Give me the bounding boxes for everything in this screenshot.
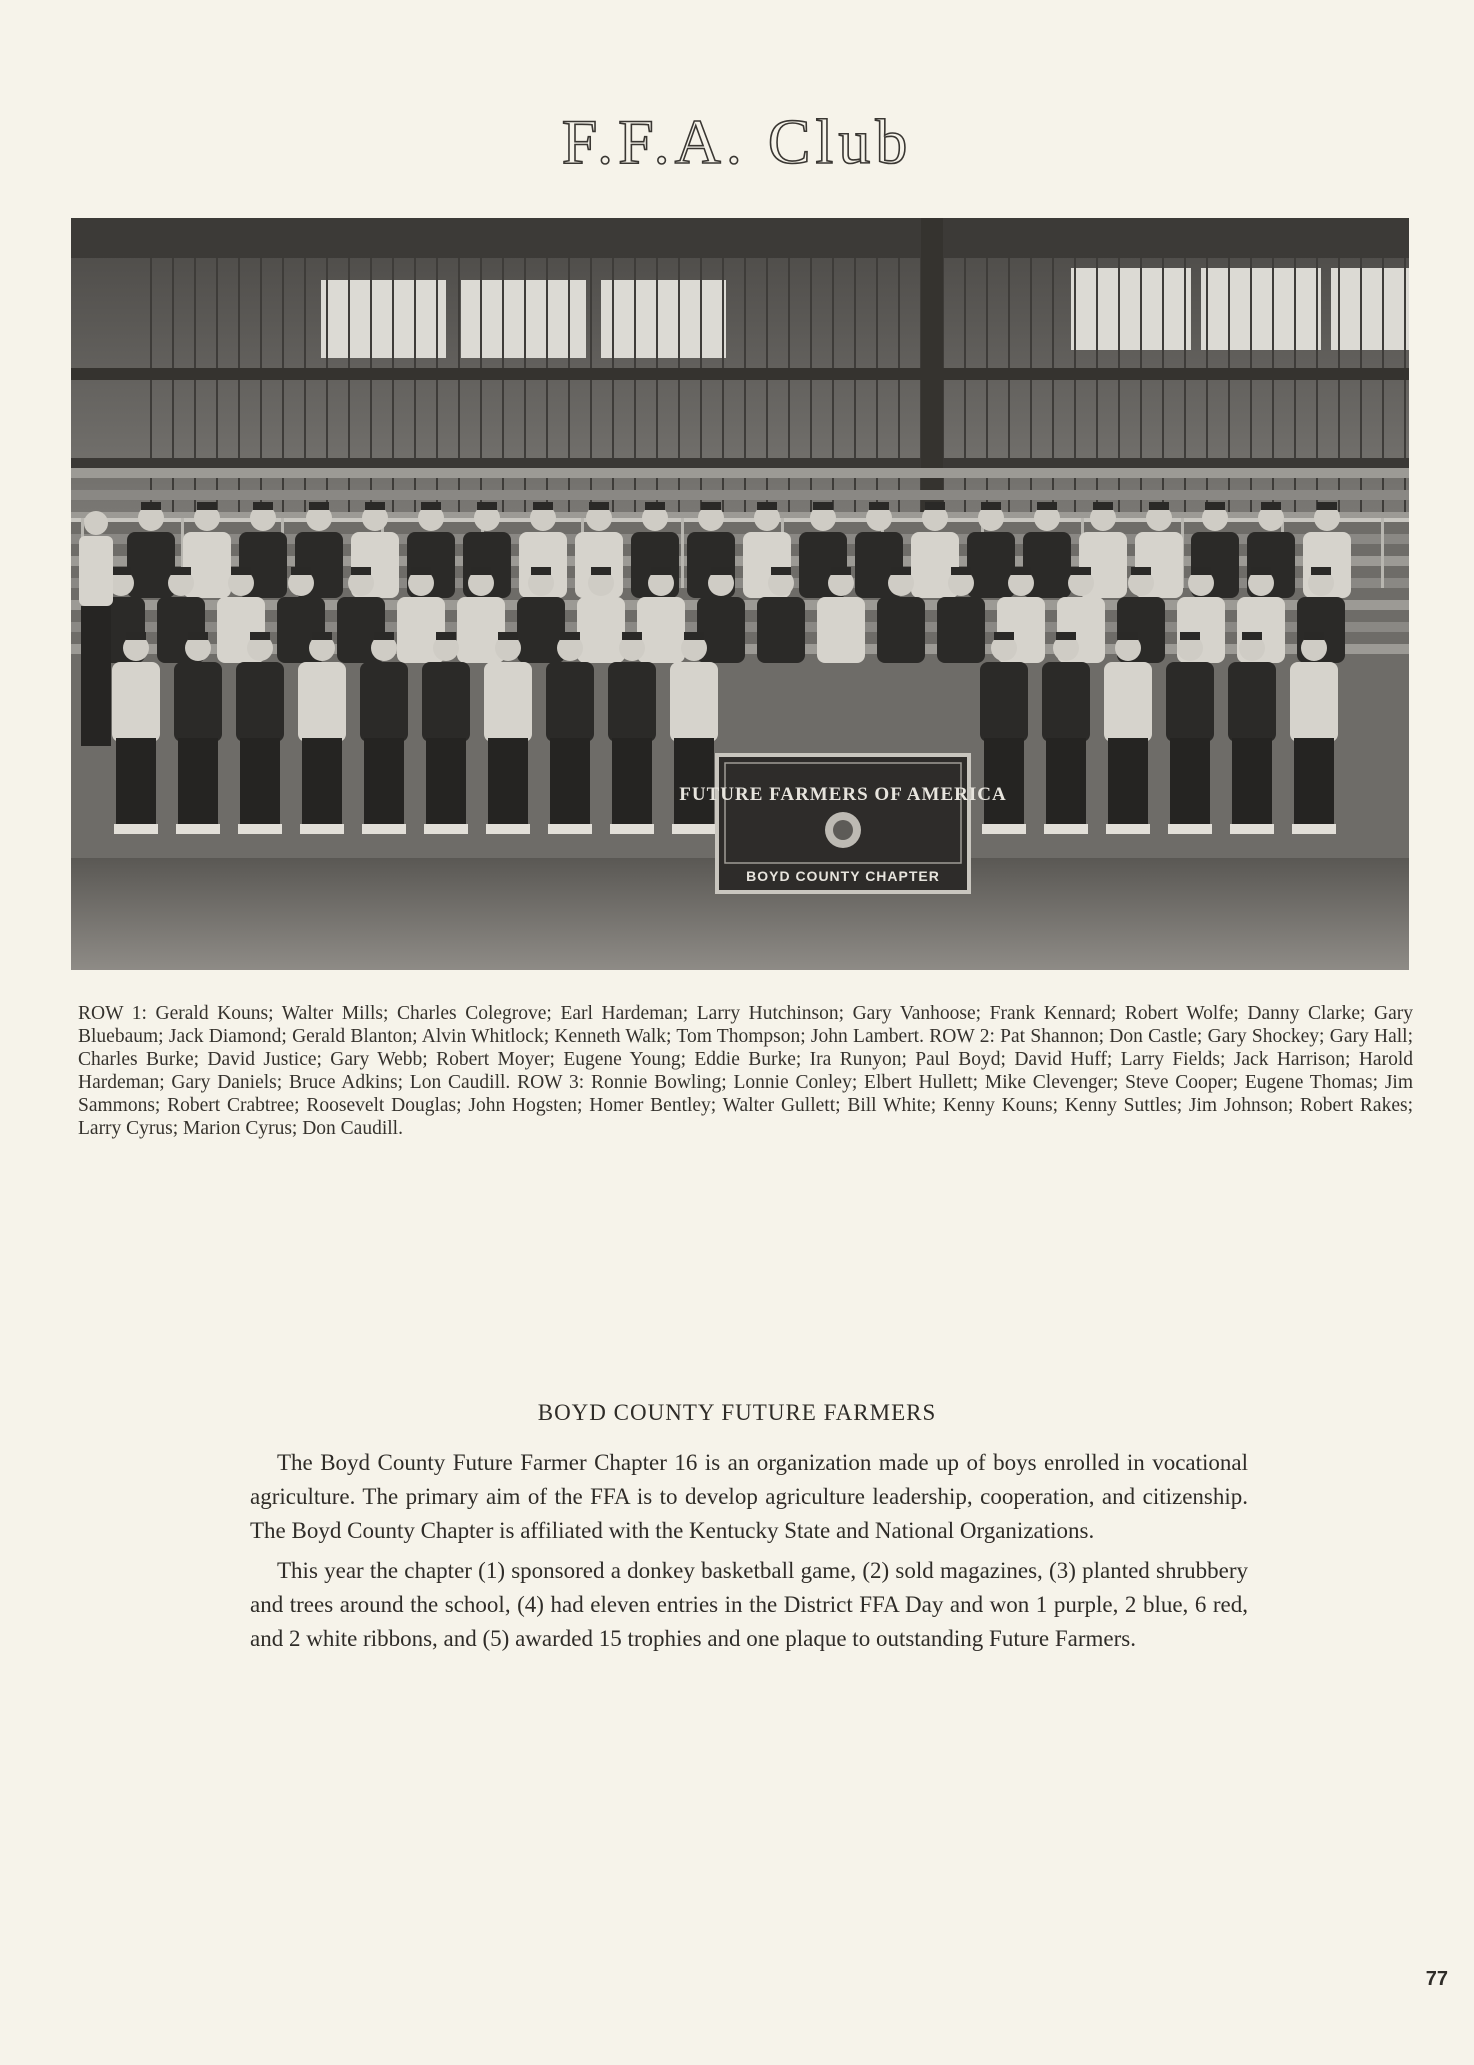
article-body bbox=[250, 1446, 1248, 1662]
paragraph-1: The Boyd County Future Farmer Chapter 16 is an organization made up of boys enrolled in vocational agriculture. The primary aim of the FFA is to develop agriculture leadership, cooperation, and citizenship. The Boyd County Chapter is affiliated with the Kentucky State and National Organizations. bbox=[250, 1450, 1248, 1543]
page-number: 77 bbox=[1425, 1968, 1448, 1990]
banner-main-text: FUTURE FARMERS OF AMERICA bbox=[679, 784, 1007, 805]
section-heading: BOYD COUNTY FUTURE FARMERS bbox=[537, 1400, 937, 1425]
photo-caption: ROW 1: Gerald Kouns; Walter Mills; Charles Colegrove; Earl Hardeman; Larry Hutchinson; Gary Vanhoose; Frank Kennard; Robert Wolfe; Danny Clarke; Gary Bluebaum; Jack Diamond; Gerald Blanton; Alvin Whitlock; Kenneth Walk; Tom Thompson; John Lambert. ROW 2: Pat Shannon; Don Castle; Gary Shockey; Gary Hall; Charles Burke; David Justice; Gary Webb; Robert Moyer; Eugene Young; Eddie Burke; Ira Runyon; Paul Boyd; David Huff; Larry Fields; Jack Harrison; Harold Hardeman; Gary Daniels; Bruce Adkins; Lon Caudill. ROW 3: Ronnie Bowling; Lonnie Conley; Elbert Hullett; Mike Clevenger; Steve Cooper; Eugene Thomas; Jim Sammons; Robert Crabtree; Roosevelt Douglas; John Hogsten; Homer Bentley; Walter Gullett; Bill White; Kenny Kouns; Kenny Suttles; Jim Johnson; Robert Rakes; Larry Cyrus; Marion Cyrus; Don Caudill. bbox=[78, 1003, 1413, 1139]
banner-sub-text: BOYD COUNTY CHAPTER bbox=[746, 868, 940, 884]
group-photo bbox=[71, 218, 1409, 970]
paragraph-2: This year the chapter (1) sponsored a donkey basketball game, (2) sold magazines, (3) planted shrubbery and trees around the school, (4) had eleven entries in the District FFA Day and won 1 purple, 2 blue, 6 red, and 2 white ribbons, and (5) awarded 15 trophies and one plaque to outstanding Future Farmers. bbox=[250, 1558, 1248, 1651]
page-title: F.F.A. Club bbox=[561, 105, 913, 177]
